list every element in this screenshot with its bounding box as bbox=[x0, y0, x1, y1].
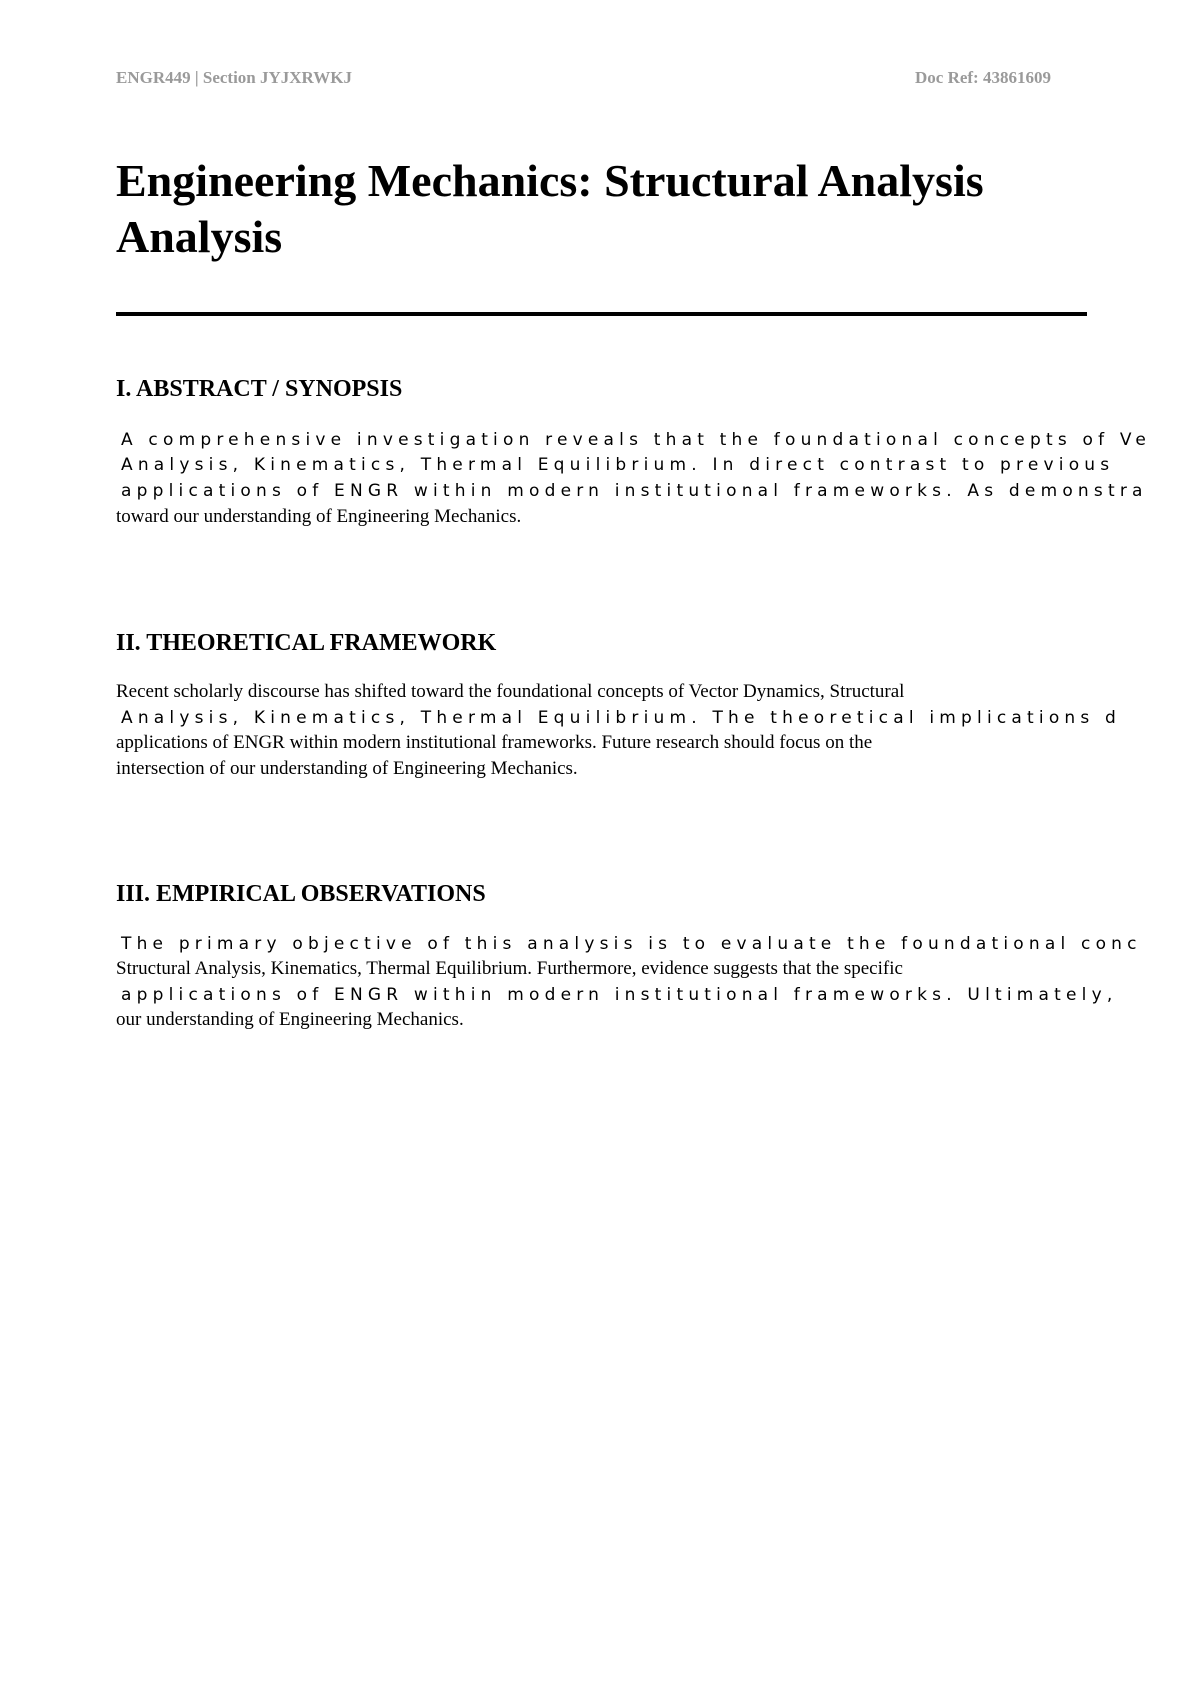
document-title: Engineering Mechanics: Structural Analysis Analysis bbox=[116, 155, 984, 262]
title-divider bbox=[116, 312, 1087, 316]
framework-line-4: intersection of our understanding of Engineering Mechanics. bbox=[116, 758, 578, 779]
empirical-line-3: applications of ENGR within modern institutional frameworks. Ultimately, bbox=[121, 985, 1118, 1005]
abstract-line-3: applications of ENGR within modern institutional frameworks. As demonstra bbox=[121, 481, 1148, 501]
course-section-header: ENGR449 | Section JYJXRWKJ bbox=[116, 68, 352, 87]
abstract-line-1: A comprehensive investigation reveals that the foundational concepts of Ve bbox=[121, 430, 1152, 450]
abstract-line-2: Analysis, Kinematics, Thermal Equilibrium. In direct contrast to previous bbox=[121, 455, 1115, 475]
section-heading-empirical-observations: III. EMPIRICAL OBSERVATIONS bbox=[116, 881, 486, 907]
empirical-line-2: Structural Analysis, Kinematics, Thermal Equilibrium. Furthermore, evidence suggests that the specific bbox=[116, 958, 903, 979]
doc-ref-header: Doc Ref: 43861609 bbox=[915, 68, 1051, 87]
section-heading-theoretical-framework: II. THEORETICAL FRAMEWORK bbox=[116, 630, 497, 656]
framework-line-3: applications of ENGR within modern institutional frameworks. Future research should focus on the bbox=[116, 732, 873, 753]
empirical-line-4: our understanding of Engineering Mechanics. bbox=[116, 1009, 464, 1030]
abstract-line-4: toward our understanding of Engineering Mechanics. bbox=[116, 506, 522, 527]
framework-line-1: Recent scholarly discourse has shifted toward the foundational concepts of Vector Dynamics, Structural bbox=[116, 681, 905, 702]
empirical-line-1: The primary objective of this analysis is to evaluate the foundational conc bbox=[121, 934, 1142, 954]
framework-line-2: Analysis, Kinematics, Thermal Equilibrium. The theoretical implications d bbox=[121, 708, 1122, 728]
section-heading-abstract: I. ABSTRACT / SYNOPSIS bbox=[116, 376, 403, 402]
